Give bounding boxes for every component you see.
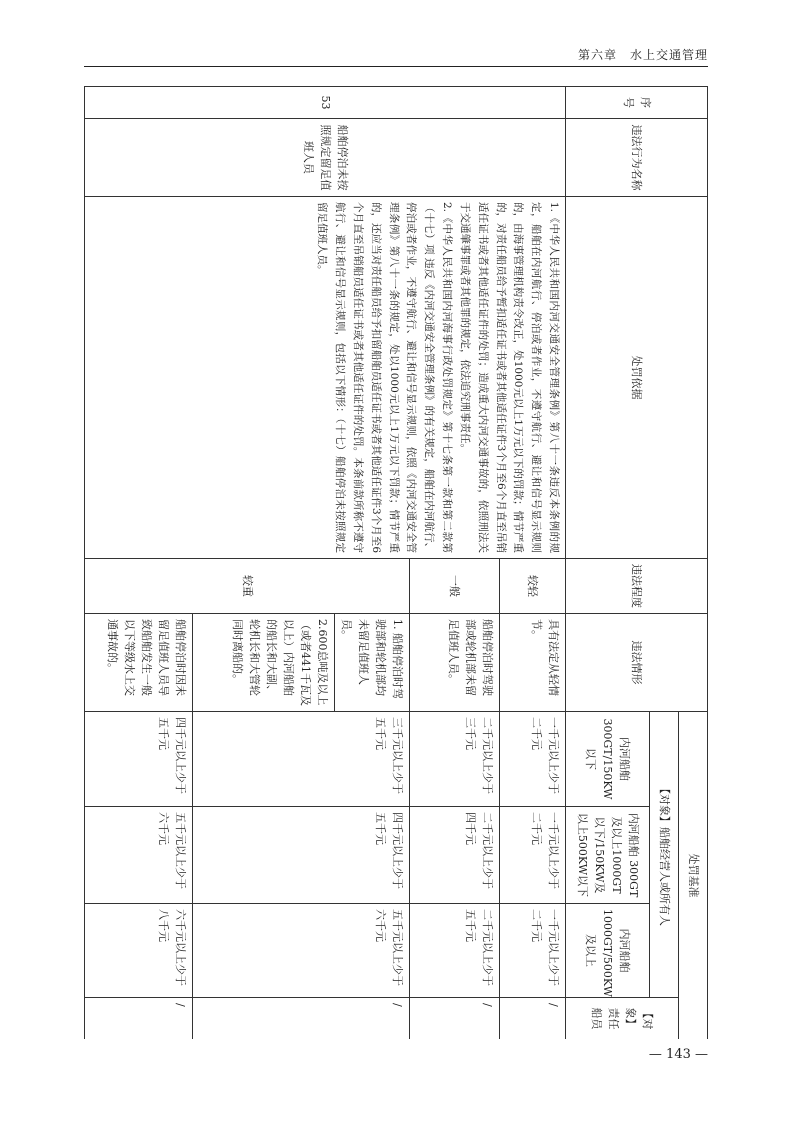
basis-paragraph-2: 2.《中华人民共和国内河海事行政处罚规定》第十七条第一款和第二款第（十七）项 违反《内河交通安全管理条例》的有关规定，船舶在内河航行、停泊或者作业，不遵守航行、避让和信号显示规则，依照《内河交通安全管理条例》第八十一条的规定，处以1000元以上1万元以下罚款；情节严重的，还应当对责任船员给予扣留船舶员适任证书或者其他适任证件3个月至6个月直至吊销船员适任证书或者其他适任证件的处罚。本条前款所称不遵守航行、避让和信号显示规则，包括以下情形：（十七）船舶停泊未按照规定留足值班人员。 <box>316 202 454 553</box>
header-owner-group: 【对象】船舶经营人或所有人 <box>650 712 679 998</box>
degree-cell: 较重 <box>85 559 410 614</box>
fine-b-cell: 二千元以上少于四千元 <box>410 807 500 904</box>
rotated-table-area <box>84 86 708 1039</box>
situation-cell: 具有法定从轻情节。 <box>500 614 566 712</box>
header-behavior: 违法行为名称 <box>566 119 708 197</box>
header-crew: 【对象】责任船员 <box>566 998 679 1040</box>
header-standard: 处罚基准 <box>679 712 708 1040</box>
crew-cell: / <box>500 998 566 1040</box>
penalty-standard-table <box>84 86 708 1039</box>
header-col-c: 内河船舶1000GT/500KW及以上 <box>566 904 650 998</box>
table-row <box>500 87 566 1040</box>
situation-cell: 2.600总吨及以上（或者441千瓦及以上）内河船舶的船长和大副、轮机长和大管轮同时离船的。 <box>193 614 335 712</box>
situation-cell: 船舶停泊时驾驶部或轮机部未留足值班人员。 <box>410 614 500 712</box>
fine-b-cell: 四千元以上少于五千元 <box>193 807 410 904</box>
chapter-header: 第六章 水上交通管理 <box>577 48 708 62</box>
header-col-a: 内河船舶300GT/150KW以下 <box>566 712 650 807</box>
situation-cell: 1. 船舶停泊时驾驶部和轮机部均未留足值班人员。 <box>335 614 410 712</box>
header-rule <box>84 66 708 67</box>
degree-cell: 较轻 <box>500 559 566 614</box>
header-seq: 序号 <box>566 87 708 119</box>
basis-paragraph-1: 1.《中华人民共和国内河交通安全管理条例》第八十一条违反本条例的规定，船舶在内河航行、停泊或者作业，不遵守航行、避让和信号显示规则的，由海事管理机构责令改正，处1000元以上1万元以下的罚款；情节严重的，对责任船员给予暂扣适任证书或者其他适任证件3个月至6个月直至吊销适任证书或者其他适任证件的处罚；造成重大内河交通事故的，依照刑法关于交通肇事罪或者其他罪的规定，依法追究刑事责任。 <box>458 202 561 553</box>
landscape-table-wrapper <box>84 86 708 1039</box>
fine-c-cell: 二千元以上少于五千元 <box>410 904 500 998</box>
crew-cell: / <box>410 998 500 1040</box>
header-col-b: 内河船舶 300GT 及以上1000GT以下/150KW及以上500KW以下 <box>566 807 650 904</box>
fine-c-cell: 五千元以上少于六千元 <box>193 904 410 998</box>
fine-c-cell: 六千元以上少于八千元 <box>85 904 193 998</box>
behavior-cell: 船舶停泊未按照规定留足值班人员 <box>85 119 566 197</box>
fine-c-cell: 一千元以上少于二千元 <box>500 904 566 998</box>
page-number: — 143 — <box>648 1047 708 1062</box>
fine-a-cell: 四千元以上少于五千元 <box>85 712 193 807</box>
crew-cell: / <box>193 998 410 1040</box>
degree-cell: 一般 <box>410 559 500 614</box>
fine-a-cell: 二千元以上少于三千元 <box>410 712 500 807</box>
fine-a-cell: 一千元以上少于二千元 <box>500 712 566 807</box>
header-row-1 <box>679 87 708 1040</box>
situation-cell: 船舶停泊时因未留足值班人员导致船舶发生一般以下等级水上交通事故的。 <box>85 614 193 712</box>
header-basis: 处罚依据 <box>566 197 708 559</box>
fine-b-cell: 五千元以上少于六千元 <box>85 807 193 904</box>
header-degree: 违法程度 <box>566 559 708 614</box>
seq-cell: 53 <box>85 87 566 119</box>
header-situation: 违法情形 <box>566 614 708 712</box>
fine-b-cell: 一千元以上少于二千元 <box>500 807 566 904</box>
crew-cell: / <box>85 998 193 1040</box>
basis-cell <box>85 197 566 559</box>
fine-a-cell: 三千元以上少于五千元 <box>193 712 410 807</box>
